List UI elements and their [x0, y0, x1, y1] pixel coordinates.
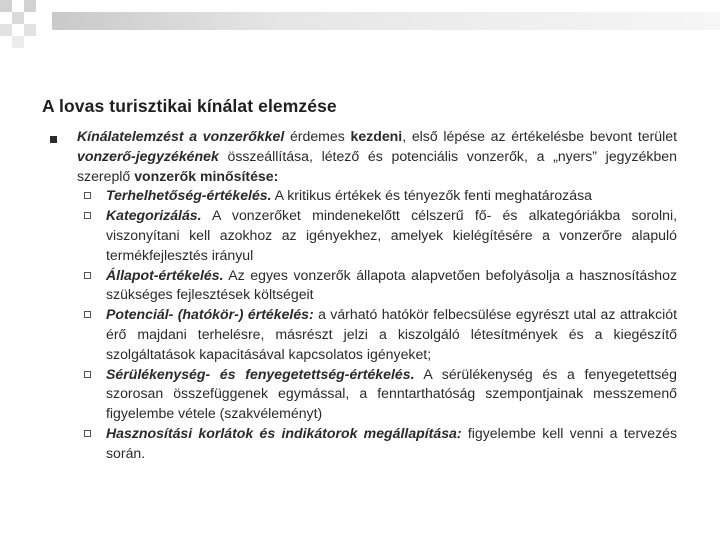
- hollow-square-bullet-icon: [84, 430, 91, 437]
- list-item-heading: Potenciál- (hatókör-) értékelés:: [106, 306, 314, 323]
- list-item-heading: Kategorizálás.: [106, 207, 202, 224]
- checkered-header-decoration: [0, 0, 720, 50]
- list-item-text: A vonzerőket mindenekelőtt célszerű fő- és alkategóriákba sorolni, viszonyítani kell azokhoz az igényekhez, amelyek kielégítésére a vonzerőre alapuló termékfejlesztés irányul: [106, 207, 677, 263]
- hollow-square-bullet-icon: [84, 311, 91, 318]
- list-item-potencial: [77, 305, 677, 364]
- list-item-text: figyelembe kell venni a tervezés során.: [106, 424, 677, 461]
- list-item-text: a várható hatókör felbecsülése egyrészt utal az attrakciót érő majdani terhelésre, másrészt jelzi a kiszolgáló létesítmények és a kiegészítő szolgáltatások kapacitásával kapcsolatos igényeket;: [106, 306, 677, 362]
- intro-text-1: érdemes: [284, 128, 351, 144]
- hollow-square-bullet-icon: [84, 272, 91, 279]
- intro-term-kinalatelemzes: Kínálatelemzést a vonzerőkkel: [77, 128, 285, 144]
- intro-term-vonzero-jegyzek: vonzerő-jegyzékének: [77, 147, 219, 164]
- list-item-hasznositasi-korlatok: [77, 424, 677, 464]
- intro-text-3: összeállítása, létező és potenciális vonzerők, a „nyers” jegyzékben szereplő: [77, 147, 677, 184]
- list-item-heading: Terhelhetőség-értékelés.: [106, 187, 272, 204]
- hollow-square-bullet-icon: [84, 371, 91, 378]
- slide-title: A lovas turisztikai kínálat elemzése: [42, 96, 337, 116]
- list-item-serulekenyseg: [77, 365, 677, 424]
- evaluation-list: [77, 186, 677, 463]
- list-item-kategorizalas: [77, 206, 677, 265]
- hollow-square-bullet-icon: [84, 212, 91, 219]
- list-item-allapot: [77, 266, 677, 306]
- intro-text-2: , első lépése az értékelésbe bevont terület: [402, 128, 677, 144]
- list-item-text: Az egyes vonzerők állapota alapvetően befolyásolja a hasznosításhoz szükséges fejlesztések költségeit: [106, 266, 677, 303]
- list-item-text: A kritikus értékek és tényezők fenti meghatározása: [271, 187, 592, 204]
- slide-body: [77, 127, 677, 464]
- list-item-text: A sérülékenység és a fenyegetettség szorosan összefüggenek egymással, a fenntarthatóság szempontjainak messzemenő figyelembe vétele (szakvéleményt): [106, 365, 677, 422]
- list-item-heading: Állapot-értékelés.: [106, 266, 224, 283]
- hollow-square-bullet-icon: [84, 192, 91, 199]
- list-item-heading: Sérülékenység- és fenyegetettség-értékelés.: [106, 365, 415, 382]
- intro-term-kezdeni: kezdeni: [350, 128, 403, 144]
- intro-paragraph: [77, 127, 677, 186]
- list-item-terhelhetoseg: [77, 186, 677, 206]
- intro-term-vonzerok-minositese: vonzerők minősítése:: [134, 167, 279, 184]
- list-item-heading: Hasznosítási korlátok és indikátorok megállapítása:: [106, 424, 462, 441]
- square-bullet-icon: [50, 136, 57, 143]
